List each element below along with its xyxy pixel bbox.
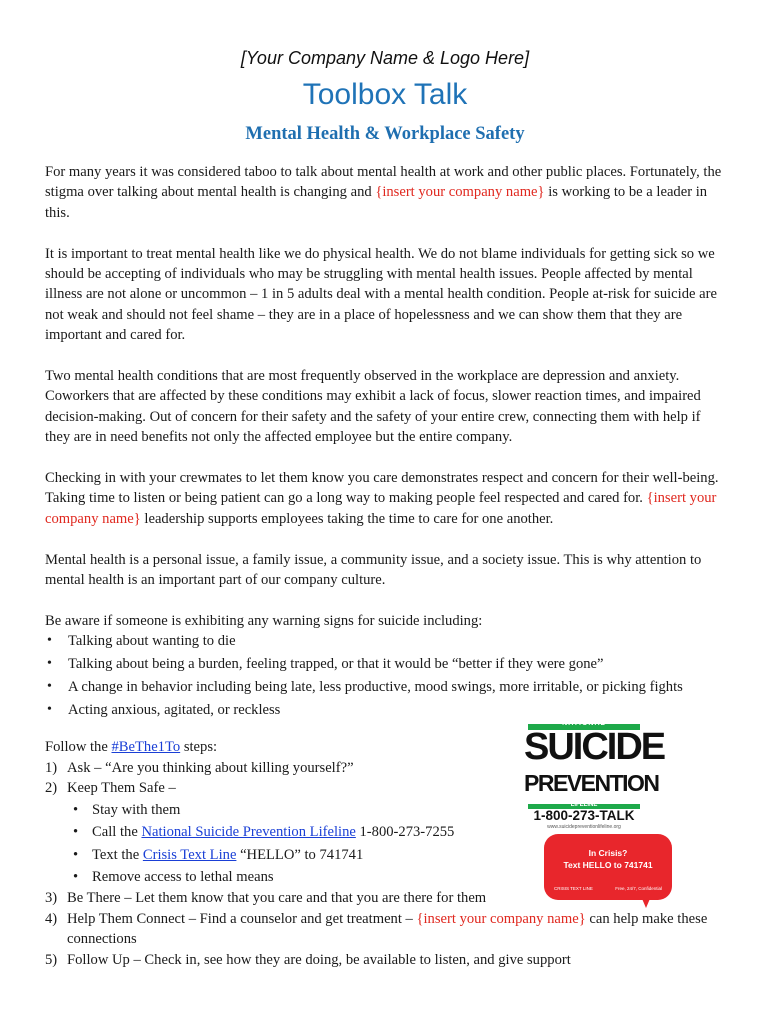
list-item: • Text the Crisis Text Line “HELLO” to 741741 xyxy=(45,844,725,866)
step-ask: 1) Ask – “Are you thinking about killing yourself?” xyxy=(45,759,354,776)
paragraph-checking-in: Checking in with your crewmates to let them know you care demonstrates respect and concern for their well-being. Taking time to listen or being patient can go a long way to making people feel respected and cared for. {insert your company name} leadership supports employees taking the time to care for one another. xyxy=(45,470,719,527)
logo-phone: 1-800-273-TALK xyxy=(533,808,635,823)
bethe1to-link[interactable]: #BeThe1To xyxy=(111,739,181,756)
warning-signs-list xyxy=(45,631,725,723)
page-title: Toolbox Talk xyxy=(302,78,468,111)
list-item: • Call the National Suicide Prevention Lifeline 1-800-273-7255 xyxy=(45,821,725,843)
crisis-text-line-link[interactable]: Crisis Text Line xyxy=(142,846,237,863)
list-item: • Talking about being a burden, feeling trapped, or that it would be “better if they were gone” xyxy=(45,654,725,677)
step-follow-up: 5) Follow Up – Check in, see how they are doing, be available to listen, and give support xyxy=(45,952,571,969)
page-subtitle: Mental Health & Workplace Safety xyxy=(245,124,525,144)
speech-bubble-tail xyxy=(640,894,652,908)
company-placeholder: [Your Company Name & Logo Here] xyxy=(240,48,530,68)
list-item: • A change in behavior including being late, less productive, mood swings, more irritable, or picking fights xyxy=(45,677,725,700)
company-name-insert: {insert your company name} xyxy=(416,910,586,927)
warning-signs-intro: Be aware if someone is exhibiting any warning signs for suicide including: xyxy=(45,612,483,629)
crisis-text-badge: In Crisis? Text HELLO to 741741 CRISIS TEXT LINE Free, 24/7, Confidential xyxy=(544,834,672,900)
step-keep-safe: 2) Keep Them Safe – xyxy=(45,780,176,797)
paragraph-conditions: Two mental health conditions that are most frequently observed in the workplace are depression and anxiety. Coworkers that are affected by these conditions may exhibit a lack of focus, slower reaction times, and impaired decision-making. Out of concern for their safety and the safety of your entire crew, connecting them with help if they are in need benefits not only the affected employee but the entire company. xyxy=(45,368,701,446)
list-item: • Stay with them xyxy=(45,799,725,821)
paragraph-intro: For many years it was considered taboo to talk about mental health at work and other public places. Fortunately, the stigma over talking about mental health is changing and {insert your company name} is working to be a leader in this. xyxy=(45,164,722,221)
paragraph-culture: Mental health is a personal issue, a family issue, a community issue, and a society issue. This is why attention to mental health is an important part of our company culture. xyxy=(45,551,702,589)
steps-intro: Follow the #BeThe1To steps: xyxy=(45,739,218,756)
step-be-there: 3) Be There – Let them know that you care and that you are there for them xyxy=(45,890,487,907)
list-item: • Remove access to lethal means xyxy=(45,866,725,888)
paragraph-physical-health: It is important to treat mental health like we do physical health. We do not blame individuals for getting sick so we should be accepting of individuals who may be struggling with mental health issues. People affected by mental illness are not alone or uncommon – 1 in 5 adults deal with a mental health condition. People at-risk for suicide are not weak and should not feel shame – they are in a place of hopelessness and we can show them that they are important and cared for. xyxy=(45,245,717,344)
suicide-prevention-lifeline-logo: NATIONAL SUICIDE PREVENTION LIFELINE 1-800-273-TALK www.suicidepreventionlifeline.org xyxy=(512,718,662,833)
step-help-connect: 4) Help Them Connect – Find a counselor and get treatment – {insert your company name} can help make these connections xyxy=(45,910,708,948)
company-name-insert: {insert your company name} xyxy=(375,184,545,201)
logo-url: www.suicidepreventionlifeline.org xyxy=(547,824,621,830)
lifeline-link[interactable]: National Suicide Prevention Lifeline xyxy=(141,824,356,841)
company-name-insert: {insert your company name} xyxy=(45,490,717,527)
list-item: • Acting anxious, agitated, or reckless xyxy=(45,700,725,723)
list-item: • Talking about wanting to die xyxy=(45,631,725,654)
